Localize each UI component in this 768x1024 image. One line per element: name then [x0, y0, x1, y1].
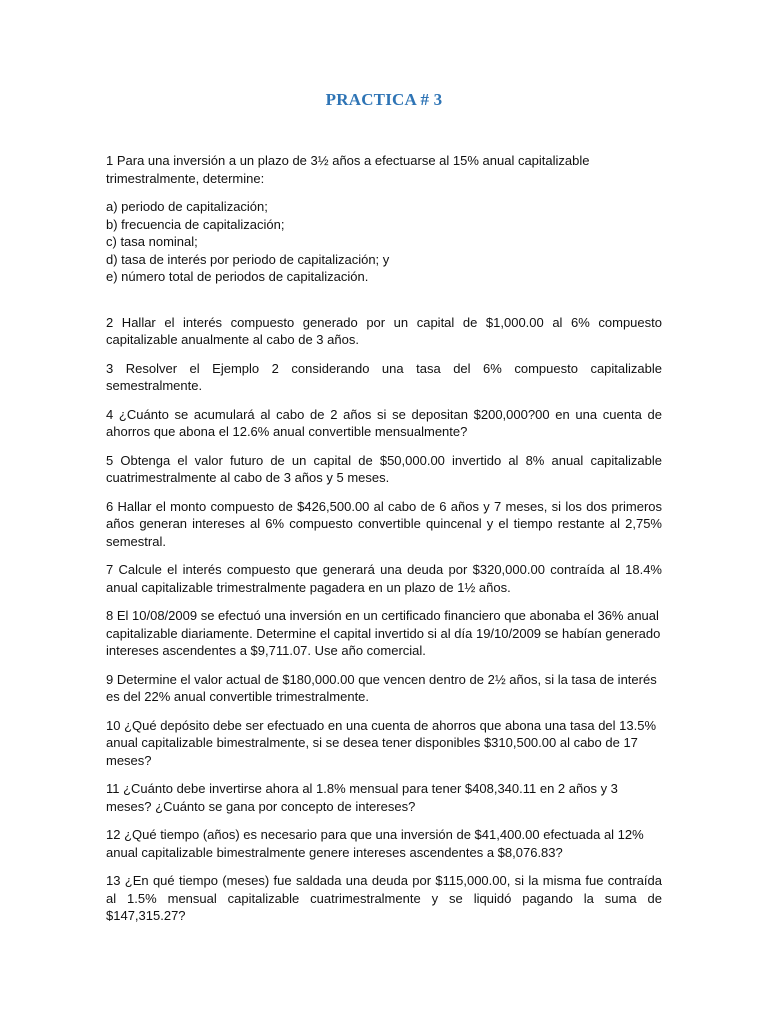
option-b: b) frecuencia de capitalización;	[106, 216, 285, 232]
option-e: e) número total de periodos de capitalización.	[106, 269, 369, 284]
option-d: d) tasa de interés por periodo de capitalización; y	[106, 251, 390, 267]
problem-4: 4 ¿Cuánto se acumulará al cabo de 2 años si se depositan $200,000?00 en una cuenta de ahorros que abona el 12.6% anual convertible mensualmente?	[106, 406, 662, 439]
problem-5: 5 Obtenga el valor futuro de un capital de $50,000.00 invertido al 8% anual capitalizable cuatrimestralmente al cabo de 3 años y 5 meses.	[106, 452, 662, 485]
page-title: PRACTICA # 3	[325, 90, 443, 109]
problem-1-options	[106, 198, 662, 286]
problem-1-text: 1 Para una inversión a un plazo de 3½ años a efectuarse al 15% anual capitalizable trimestralmente, determine:	[106, 153, 590, 186]
option-a: a) periodo de capitalización;	[106, 199, 268, 214]
problem-9: 9 Determine el valor actual de $180,000.00 que vencen dentro de 2½ años, si la tasa de interés es del 22% anual convertible trimestralmente.	[106, 671, 657, 704]
problem-8: 8 El 10/08/2009 se efectuó una inversión en un certificado financiero que abonaba el 36% anual capitalizable diariamente. Determine el capital invertido si al día 19/10/2009 se habían generado intereses ascendentes a $9,711.07. Use año comercial.	[106, 608, 661, 658]
option-c: c) tasa nominal;	[106, 234, 198, 249]
problem-3: 3 Resolver el Ejemplo 2 considerando una tasa del 6% compuesto capitalizable semestralmente.	[106, 360, 662, 393]
document-body	[106, 152, 662, 925]
problem-12: 12 ¿Qué tiempo (años) es necesario para que una inversión de $41,400.00 efectuada al 12% anual capitalizable bimestralmente genere intereses ascendentes a $8,076.83?	[106, 827, 644, 860]
problem-6: 6 Hallar el monto compuesto de $426,500.00 al cabo de 6 años y 7 meses, si los dos primeros años generan intereses al 6% compuesto convertible quincenal y el tiempo restante al 2,75% semestral.	[106, 498, 662, 549]
problem-2: 2 Hallar el interés compuesto generado por un capital de $1,000.00 al 6% compuesto capitalizable anualmente al cabo de 3 años.	[106, 314, 662, 347]
problem-7: 7 Calcule el interés compuesto que generará una deuda por $320,000.00 contraída al 18.4% anual capitalizable trimestralmente pagadera en un plazo de 1½ años.	[106, 562, 662, 595]
problem-10: 10 ¿Qué depósito debe ser efectuado en una cuenta de ahorros que abona una tasa del 13.5% anual capitalizable bimestralmente, si se desea tener disponibles $310,500.00 al cabo de 17 meses?	[106, 717, 657, 768]
problem-11: 11 ¿Cuánto debe invertirse ahora al 1.8% mensual para tener $408,340.11 en 2 años y 3 meses? ¿Cuánto se gana por concepto de intereses?	[106, 781, 618, 814]
problem-13: 13 ¿En qué tiempo (meses) fue saldada una deuda por $115,000.00, si la misma fue contraída al 1.5% mensual capitalizable cuatrimestralmente y se liquidó pagando la suma de $147,315.27?	[106, 873, 662, 923]
